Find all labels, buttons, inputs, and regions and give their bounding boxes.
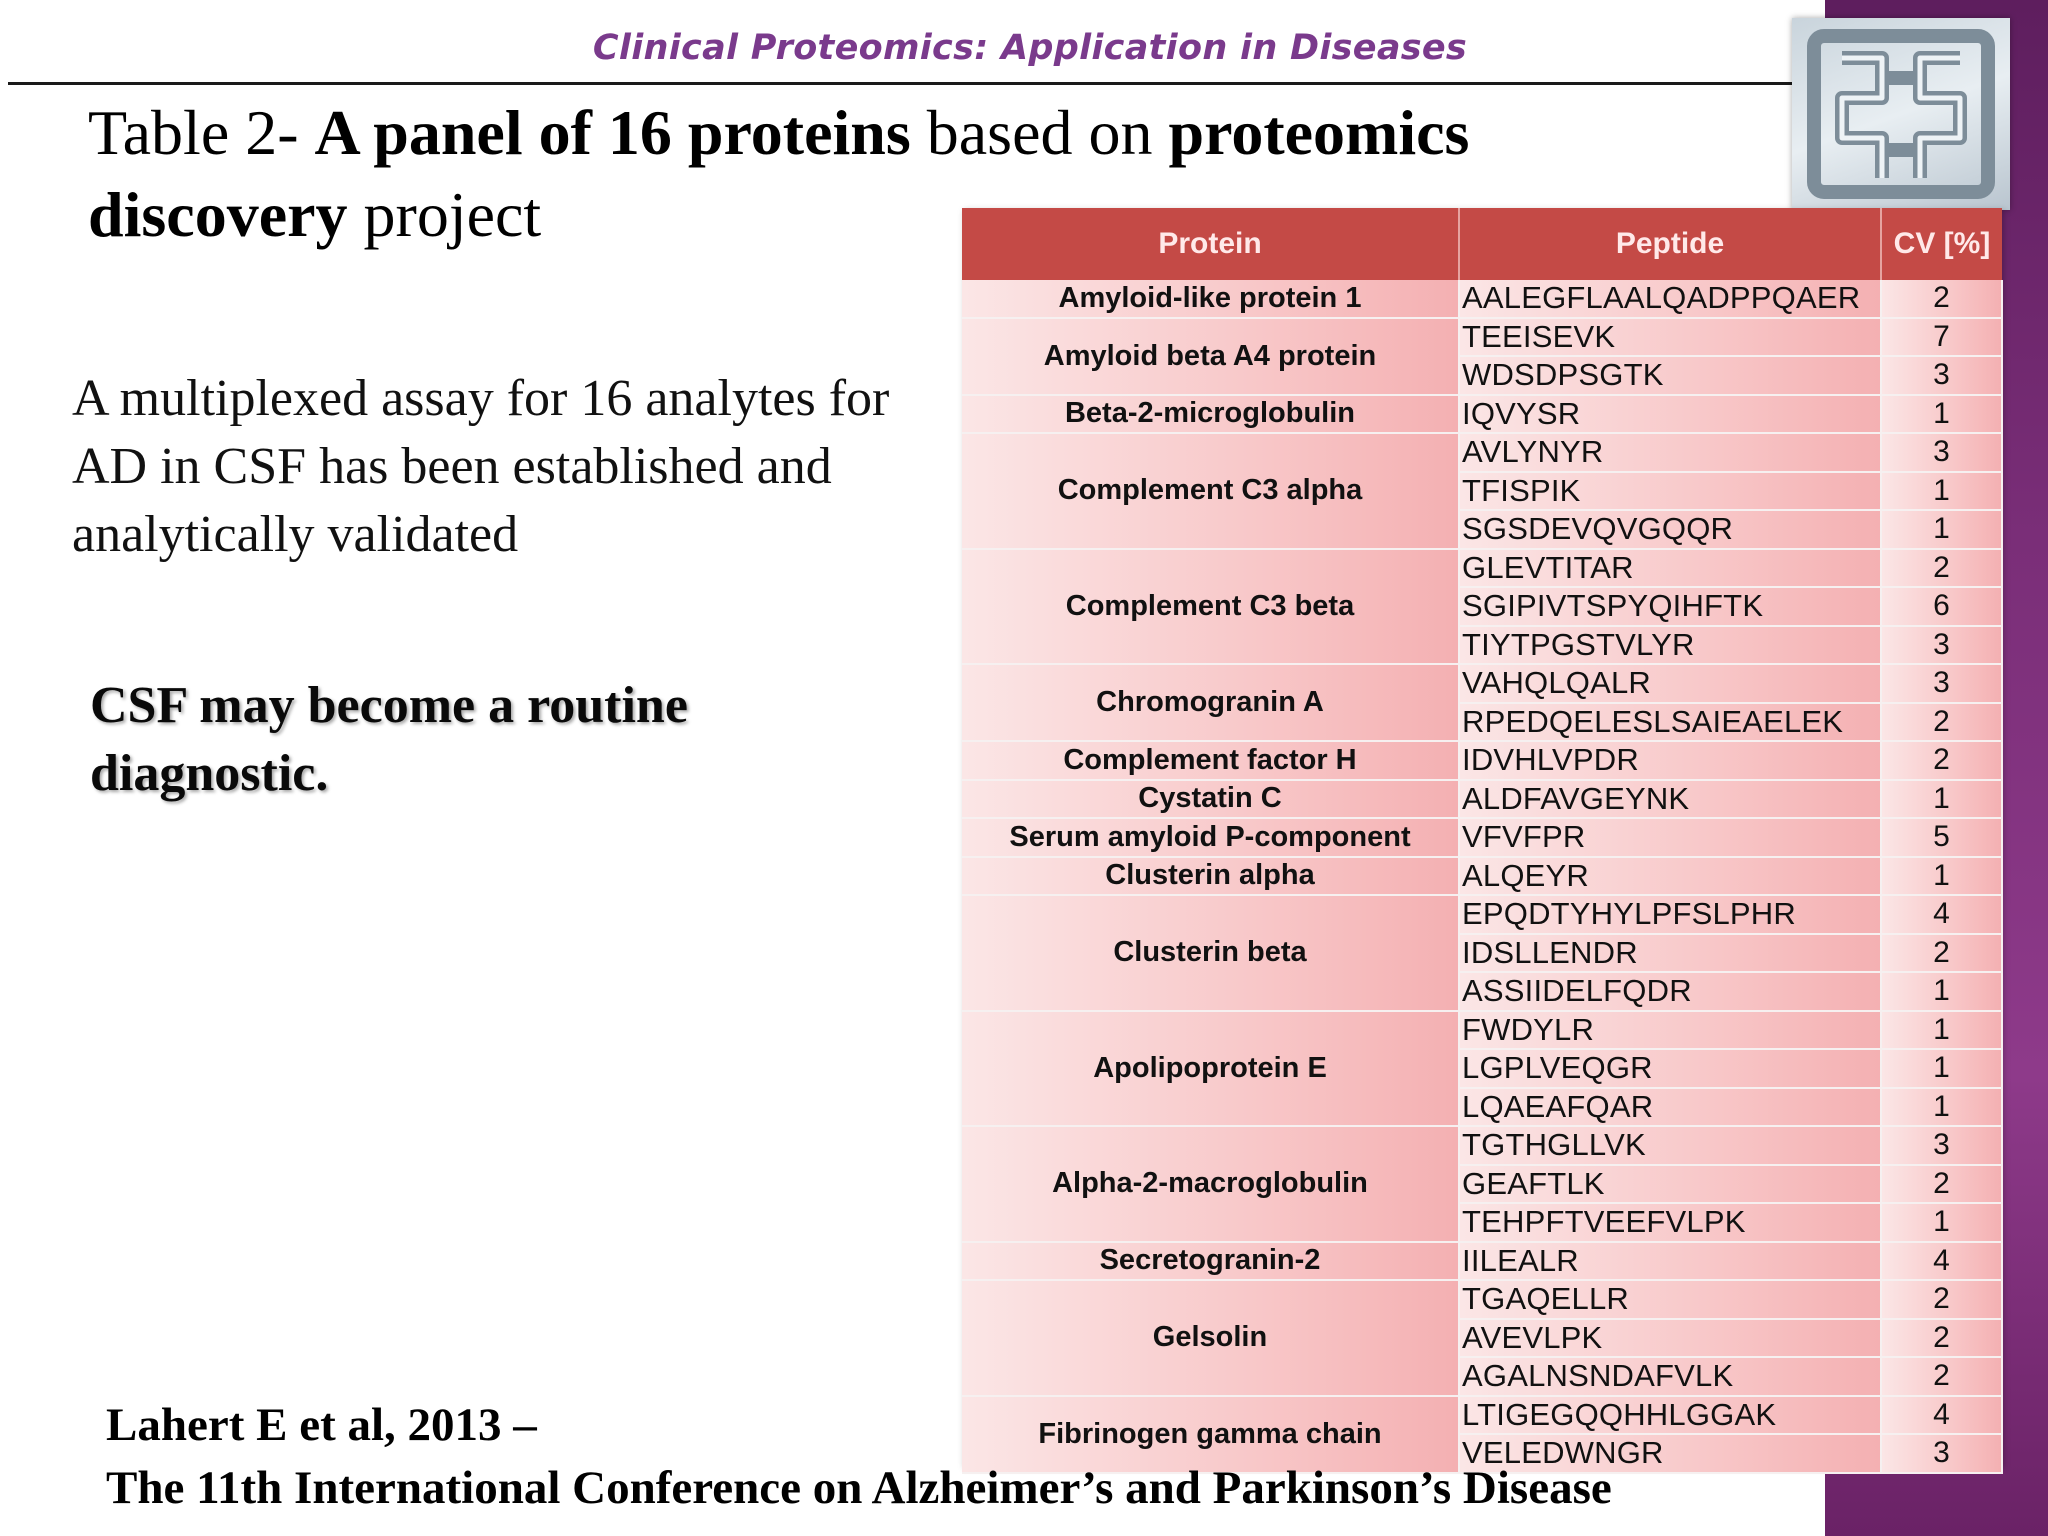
protein-name-cell: Gelsolin bbox=[962, 1280, 1459, 1396]
peptide-cell: SGIPIVTSPYQIHFTK bbox=[1459, 587, 1881, 626]
protein-name-cell: Secretogranin-2 bbox=[962, 1242, 1459, 1281]
protein-name-cell: Serum amyloid P-component bbox=[962, 818, 1459, 857]
cv-cell: 3 bbox=[1881, 356, 2002, 395]
peptide-cell: ASSIIDELFQDR bbox=[1459, 972, 1881, 1011]
table-row bbox=[962, 395, 2002, 434]
cv-cell: 2 bbox=[1881, 741, 2002, 780]
peptide-cell: IQVYSR bbox=[1459, 395, 1881, 434]
peptide-cell: GEAFTLK bbox=[1459, 1165, 1881, 1204]
cv-cell: 2 bbox=[1881, 703, 2002, 742]
cv-cell: 3 bbox=[1881, 626, 2002, 665]
peptide-cell: ALDFAVGEYNK bbox=[1459, 780, 1881, 819]
slide-title-emphasis: proteomics discovery bbox=[88, 97, 1470, 250]
table-body bbox=[962, 280, 2002, 1473]
peptide-cell: IDSLLENDR bbox=[1459, 934, 1881, 973]
cv-cell: 2 bbox=[1881, 1319, 2002, 1358]
peptide-cell: SGSDEVQVGQQR bbox=[1459, 510, 1881, 549]
cv-cell: 2 bbox=[1881, 1280, 2002, 1319]
peptide-cell: AVEVLPK bbox=[1459, 1319, 1881, 1358]
peptide-cell: IDVHLVPDR bbox=[1459, 741, 1881, 780]
protein-name-cell: Complement factor H bbox=[962, 741, 1459, 780]
header-title: Clinical Proteomics: Application in Diseases bbox=[592, 28, 1468, 68]
cv-cell: 1 bbox=[1881, 972, 2002, 1011]
peptide-cell: TIYTPGSTVLYR bbox=[1459, 626, 1881, 665]
csf-note: CSF may become a routine diagnostic. bbox=[90, 677, 688, 802]
table-row bbox=[962, 818, 2002, 857]
cv-cell: 2 bbox=[1881, 934, 2002, 973]
cv-cell: 3 bbox=[1881, 1434, 2002, 1473]
protein-name-cell: Beta-2-microglobulin bbox=[962, 395, 1459, 434]
table-row bbox=[962, 280, 2002, 318]
peptide-cell: TGAQELLR bbox=[1459, 1280, 1881, 1319]
table-row bbox=[962, 741, 2002, 780]
table-row bbox=[962, 895, 2002, 934]
cv-cell: 3 bbox=[1881, 664, 2002, 703]
table-row bbox=[962, 433, 2002, 472]
cv-cell: 1 bbox=[1881, 395, 2002, 434]
table-row bbox=[962, 1011, 2002, 1050]
cv-cell: 1 bbox=[1881, 1088, 2002, 1127]
peptide-cell: GLEVTITAR bbox=[1459, 549, 1881, 588]
cv-cell: 2 bbox=[1881, 280, 2002, 318]
table-row bbox=[962, 780, 2002, 819]
citation-conference: The 11th International Conference on Alzheimer’s and Parkinson’s Disease bbox=[106, 1462, 1612, 1514]
cv-cell: 2 bbox=[1881, 1357, 2002, 1396]
table-row bbox=[962, 318, 2002, 357]
protein-name-cell: Amyloid-like protein 1 bbox=[962, 280, 1459, 318]
protein-name-cell: Complement C3 alpha bbox=[962, 433, 1459, 549]
peptide-cell: TFISPIK bbox=[1459, 472, 1881, 511]
protein-name-cell: Complement C3 beta bbox=[962, 549, 1459, 665]
protein-name-cell: Clusterin alpha bbox=[962, 857, 1459, 896]
column-header-protein: Protein bbox=[962, 208, 1459, 280]
header-divider bbox=[8, 82, 1998, 85]
peptide-cell: AALEGFLAALQADPPQAER bbox=[1459, 280, 1881, 318]
peptide-cell: FWDYLR bbox=[1459, 1011, 1881, 1050]
cv-cell: 3 bbox=[1881, 433, 2002, 472]
protein-table-container bbox=[962, 208, 2002, 1471]
peptide-cell: LQAEAFQAR bbox=[1459, 1088, 1881, 1127]
protein-name-cell: Fibrinogen gamma chain bbox=[962, 1396, 1459, 1473]
protein-name-cell: Cystatin C bbox=[962, 780, 1459, 819]
cv-cell: 7 bbox=[1881, 318, 2002, 357]
cv-cell: 1 bbox=[1881, 1011, 2002, 1050]
cv-cell: 1 bbox=[1881, 1203, 2002, 1242]
slide-title-part: based on bbox=[910, 97, 1169, 168]
peptide-cell: EPQDTYHYLPFSLPHR bbox=[1459, 895, 1881, 934]
protein-table bbox=[962, 208, 2003, 1474]
peptide-cell: VFVFPR bbox=[1459, 818, 1881, 857]
cv-cell: 4 bbox=[1881, 1242, 2002, 1281]
citation-authors: Lahert E et al, 2013 – bbox=[106, 1399, 537, 1451]
table-row bbox=[962, 857, 2002, 896]
slide-title-part: Table 2- bbox=[88, 97, 315, 168]
protein-name-cell: Alpha-2-macroglobulin bbox=[962, 1126, 1459, 1242]
peptide-cell: ALQEYR bbox=[1459, 857, 1881, 896]
peptide-cell: TGTHGLLVK bbox=[1459, 1126, 1881, 1165]
cv-cell: 2 bbox=[1881, 1165, 2002, 1204]
peptide-cell: LGPLVEQGR bbox=[1459, 1049, 1881, 1088]
cv-cell: 4 bbox=[1881, 895, 2002, 934]
table-header-row bbox=[962, 208, 2002, 280]
peptide-cell: AGALNSNDAFVLK bbox=[1459, 1357, 1881, 1396]
citation bbox=[106, 1394, 1806, 1520]
table-row bbox=[962, 1280, 2002, 1319]
cv-cell: 6 bbox=[1881, 587, 2002, 626]
slide-title-part: project bbox=[347, 179, 542, 250]
cv-cell: 5 bbox=[1881, 818, 2002, 857]
cv-cell: 1 bbox=[1881, 510, 2002, 549]
knot-logo-icon bbox=[1792, 18, 2010, 210]
cv-cell: 1 bbox=[1881, 780, 2002, 819]
column-header-peptide: Peptide bbox=[1459, 208, 1881, 280]
assay-description: A multiplexed assay for 16 analytes for AD in CSF has been established and analytically validated bbox=[72, 370, 890, 563]
peptide-cell: VELEDWNGR bbox=[1459, 1434, 1881, 1473]
table-row bbox=[962, 664, 2002, 703]
peptide-cell: TEEISEVK bbox=[1459, 318, 1881, 357]
peptide-cell: TEHPFTVEEFVLPK bbox=[1459, 1203, 1881, 1242]
protein-name-cell: Apolipoprotein E bbox=[962, 1011, 1459, 1127]
peptide-cell: LTIGEGQQHHLGGAK bbox=[1459, 1396, 1881, 1435]
peptide-cell: WDSDPSGTK bbox=[1459, 356, 1881, 395]
table-row bbox=[962, 1242, 2002, 1281]
column-header-cv: CV [%] bbox=[1881, 208, 2002, 280]
protein-name-cell: Clusterin beta bbox=[962, 895, 1459, 1011]
cv-cell: 1 bbox=[1881, 472, 2002, 511]
peptide-cell: AVLYNYR bbox=[1459, 433, 1881, 472]
protein-name-cell: Chromogranin A bbox=[962, 664, 1459, 741]
slide-title-emphasis: A panel of 16 proteins bbox=[314, 97, 911, 168]
peptide-cell: VAHQLQALR bbox=[1459, 664, 1881, 703]
cv-cell: 4 bbox=[1881, 1396, 2002, 1435]
table-row bbox=[962, 1126, 2002, 1165]
peptide-cell: RPEDQELESLSAIEAELEK bbox=[1459, 703, 1881, 742]
cv-cell: 1 bbox=[1881, 1049, 2002, 1088]
cv-cell: 1 bbox=[1881, 857, 2002, 896]
table-row bbox=[962, 549, 2002, 588]
cv-cell: 3 bbox=[1881, 1126, 2002, 1165]
cv-cell: 2 bbox=[1881, 549, 2002, 588]
protein-name-cell: Amyloid beta A4 protein bbox=[962, 318, 1459, 395]
peptide-cell: IILEALR bbox=[1459, 1242, 1881, 1281]
